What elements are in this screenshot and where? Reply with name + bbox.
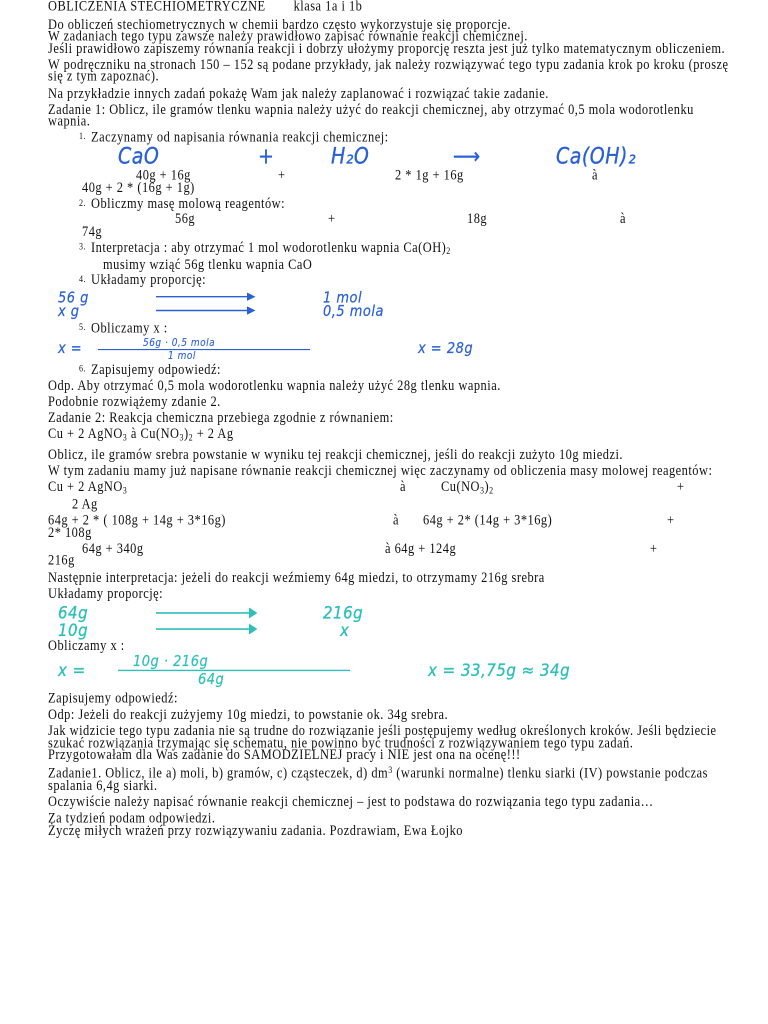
svg-text:x = 28g: x = 28g <box>418 340 474 358</box>
task1-statement: Zadanie 1: Oblicz, ile gramów tlenku wapnia należy użyć do reakcji chemicznej, aby otrzymać 0,5 mola wodorotlenku wapnia. <box>48 100 694 130</box>
task2-mass-line-cont: 2* 108g <box>48 524 92 541</box>
svg-text:56g · 0,5 mola: 56g · 0,5 mola <box>143 337 216 350</box>
task2-sum-line-cont: 216g <box>48 552 75 569</box>
svg-text:1 mol: 1 mol <box>323 289 363 307</box>
task2-interpretation: Następnie interpretacja: jeżeli do reakcji weźmiemy 64g miedzi, to otrzymamy 216g srebra <box>48 568 545 585</box>
task2-answer-label: Zapisujemy odpowiedź: <box>48 689 178 706</box>
task1-molar-line: 56g + 18g à <box>175 210 626 227</box>
svg-text:1 mol: 1 mol <box>168 350 196 363</box>
intro-line: W zadaniach tego typu zawsze należy prawidłowo zapisać równanie reakcji chemicznej. <box>48 27 528 44</box>
self-task: Zadanie1. Oblicz, ile a) moli, b) gramów, c) cząsteczek, d) $dm^3$ (warunki normalne) tlenku siarki (IV) powstanie podczas spalania 6,4g siarki. <box>48 765 708 794</box>
handwritten-equation-1 <box>48 142 738 169</box>
handwritten-calculation-2 <box>48 652 738 689</box>
page-title <box>48 0 738 12</box>
task1-step-5: 5. Obliczamy x : <box>79 319 168 336</box>
task1-answer: Odp. Aby otrzymać 0,5 mola wodorotlenku wapnia należy użyć 28g tlenku wapnia. <box>48 377 501 394</box>
document-page <box>48 0 738 840</box>
svg-text:x: x <box>340 619 350 640</box>
hw-caoh2: Ca(OH)₂ <box>556 142 637 169</box>
task2-equation-line: Cu + 2 AgNO$_3$ à $Cu(NO_3)_2$ + <box>48 478 685 497</box>
handwritten-proportion-1 <box>48 289 738 321</box>
hw-cao: CaO <box>118 142 160 169</box>
svg-text:x =: x = <box>58 659 86 681</box>
closing-paragraph-4: Za tydzień podam odpowiedzi. Życzę miłych wrażeń przy rozwiązywaniu zadania. Pozdrawiam, Ewa Łojko <box>48 809 464 838</box>
title-text: OBLICZENIA STECHIOMETRYCZNE <box>48 0 266 14</box>
handwritten-proportion-2 <box>48 603 738 638</box>
task2-note: W tym zadaniu mamy już napisane równanie reakcji chemicznej więc zaczynamy od obliczenia masy molowej reagentów: <box>48 462 713 479</box>
intro-paragraph <box>48 15 738 57</box>
task2-proportion-label: Układamy proporcję: <box>48 584 164 601</box>
task1-step-6: 6. Zapisujemy odpowiedź: <box>79 361 221 378</box>
svg-text:0,5 mola: 0,5 mola <box>323 303 384 321</box>
task2-sum-line: 64g + 340g à 64g + 124g + <box>82 540 658 557</box>
handwritten-calculation-1 <box>48 337 738 363</box>
task2-equation-line-cont: 2 Ag <box>72 495 98 512</box>
task1-step-3: 3. Interpretacja : aby otrzymać 1 mol wodorotlenku wapnia $Ca(OH)_2$ musimy wziąć 56g tlenku wapnia CaO <box>79 239 451 272</box>
svg-text:10g · 216g: 10g · 216g <box>133 652 209 670</box>
task2-equation: Cu + 2 AgNO$_3$ à $Cu(NO_3)_2 + 2$ Ag <box>48 425 234 443</box>
svg-text:10g: 10g <box>58 619 89 640</box>
svg-text:x = 33,75g ≈ 34g: x = 33,75g ≈ 34g <box>428 659 571 681</box>
task2-answer: Odp: Jeżeli do reakcji zużyjemy 10g miedzi, to powstanie ok. 34g srebra. <box>48 705 449 723</box>
svg-text:216g: 216g <box>323 602 364 623</box>
transition-text: Podobnie rozwiążemy zdanie 2. <box>48 393 221 410</box>
class-label: klasa 1a i 1b <box>293 0 363 14</box>
task2-statement: Zadanie 2: Reakcja chemiczna przebiega zgodnie z równaniem: <box>48 409 394 426</box>
task1-step-1: 1. Zaczynamy od napisania równania reakcji chemicznej: <box>79 129 389 146</box>
task2-question: Oblicz, ile gramów srebra powstanie w wyniku tej reakcji chemicznej, jeśli do reakcji zużyto 10g miedzi. <box>48 446 623 463</box>
svg-text:64g: 64g <box>58 602 89 623</box>
task2-calc-label: Obliczamy x : <box>48 636 125 653</box>
hw-plus: + <box>258 142 275 169</box>
task1-step-4: 4. Układamy proporcję: <box>79 271 207 288</box>
plan-note: Na przykładzie innych zadań pokażę Wam jak należy zaplanować i rozwiązać takie zadanie. <box>48 84 549 101</box>
intro-line: Do obliczeń stechiometrycznych w chemii bardzo często wykorzystuje się proporcje. <box>48 15 512 32</box>
closing-paragraph-3: Oczywiście należy napisać równanie reakcji chemicznej – jest to podstawa do rozwiązania tego typu zadania… <box>48 793 654 810</box>
intro-line: Jeśli prawidłowo zapiszemy równania reakcji i dobrzy ułożymy proporcję reszta jest już tylko matematycznym obliczeniem. <box>48 39 726 57</box>
hw-arrow: ⟶ <box>453 142 481 169</box>
task1-mass-line-cont: 40g + 2 * (16g + 1g) <box>82 178 195 195</box>
svg-text:56 g: 56 g <box>58 289 89 307</box>
task2-mass-line: 64g + 2 * ( 108g + 14g + 3*16g) à 64g + 2* (14g + 3*16g) + <box>48 511 675 528</box>
svg-text:64g: 64g <box>198 671 225 689</box>
task1-molar-line-cont: 74g <box>82 222 103 239</box>
task1-mass-line: 40g + 16g + 2 * 1g + 16g à <box>136 166 598 183</box>
svg-text:x g: x g <box>58 303 80 321</box>
book-note: W podręczniku na stronach 150 – 152 są podane przykłady, jak należy rozwiązywać tego typu zadania krok po kroku (proszę się z tym zapoznać). <box>48 56 729 85</box>
hw-h2o: H₂O <box>331 142 370 169</box>
closing-paragraph-1: Jak widzicie tego typu zadania nie są trudne do rozwiązanie jeśli postępujemy według określonych kroków. Jeśli będziecie szukać rozwiązania trzymając się schematu, nie powinno być trudności z rozwiązywaniem tego typu zadań. Przygotowałam dla Was zadanie do SAMODZIELNEJ pracy i NIE jest ona na ocenę!!! <box>48 722 717 763</box>
svg-text:x =: x = <box>58 340 83 358</box>
task1-step-2: 2. Obliczmy masę molową reagentów: <box>79 195 286 212</box>
